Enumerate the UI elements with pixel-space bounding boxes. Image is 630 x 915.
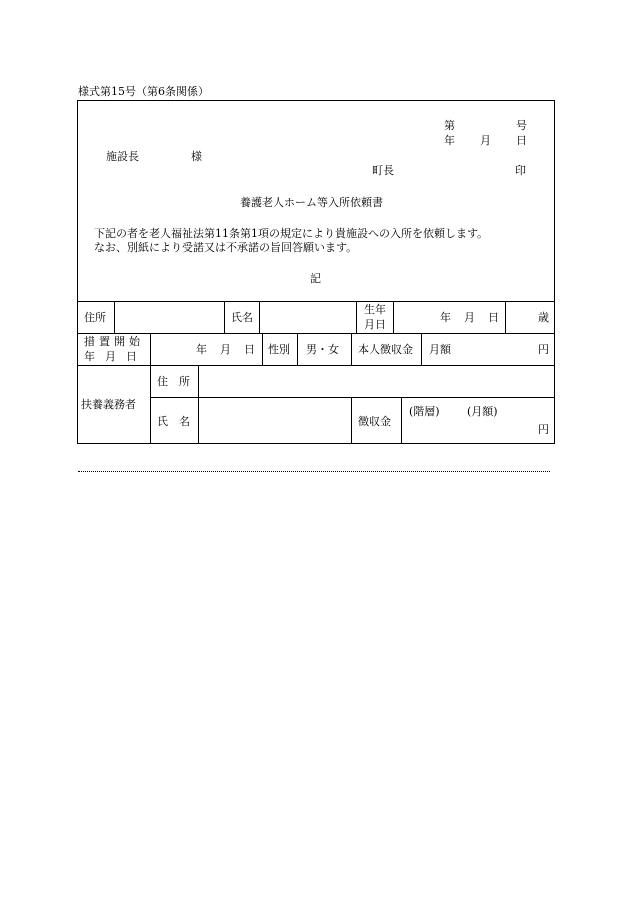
birth-month-unit: 月 [464, 311, 475, 324]
date-day-label: 日 [516, 134, 527, 147]
document-title: 養護老人ホーム等入所依頼書 [240, 196, 383, 209]
row2-divider-1 [150, 333, 151, 365]
gender-value: 男・女 [306, 343, 339, 356]
birth-year-unit: 年 [440, 311, 451, 324]
note-heading: 記 [310, 272, 321, 285]
monthly-label: 月額 [429, 343, 451, 356]
table-row-rule-3 [150, 397, 555, 398]
number-prefix: 第 [444, 119, 455, 132]
table-top-rule [77, 301, 555, 302]
start-label-line-2: 年月日 [84, 350, 147, 363]
start-day-unit: 日 [244, 343, 255, 356]
body-line-2: なお、別紙により受諾又は不承諾の旨回答願います。 [94, 241, 358, 254]
row1-divider-6 [505, 301, 506, 333]
start-year-unit: 年 [196, 343, 207, 356]
addressee-honorific: 様 [191, 150, 202, 163]
supporter-divider-1 [150, 365, 151, 444]
row2-divider-5 [421, 333, 422, 365]
row2-divider-3 [297, 333, 298, 365]
birth-label-line-1: 生年 [364, 303, 386, 316]
yen-unit: 円 [538, 343, 549, 356]
supporter-divider-3 [351, 397, 352, 444]
row1-divider-1 [114, 301, 115, 333]
table-row-rule-2 [77, 365, 555, 366]
supporter-label: 扶養義務者 [81, 398, 136, 411]
form-number: 様式第15号（第6条関係） [78, 85, 209, 98]
address-label: 住所 [84, 311, 106, 324]
date-month-label: 月 [480, 134, 491, 147]
body-line-1: 下記の者を老人福祉法第11条第1項の規定により貴施設への入所を依頼します。 [94, 227, 489, 240]
row2-divider-4 [351, 333, 352, 365]
start-month-unit: 月 [220, 343, 231, 356]
number-suffix: 号 [516, 119, 527, 132]
cut-line [78, 471, 550, 472]
date-year-label: 年 [444, 134, 455, 147]
seal-mark: 印 [515, 164, 526, 177]
name-label: 氏名 [231, 311, 253, 324]
row1-divider-5 [393, 301, 394, 333]
addressee: 施設長 [106, 150, 139, 163]
sender: 町長 [372, 164, 394, 177]
supporter-divider-4 [401, 397, 402, 444]
supporter-divider-2 [198, 365, 199, 444]
self-fee-label: 本人徴収金 [358, 343, 413, 356]
start-label-line-1: 措置開始 [84, 335, 144, 348]
supporter-yen-unit: 円 [538, 423, 549, 436]
birth-day-unit: 日 [488, 311, 499, 324]
row2-divider-2 [262, 333, 263, 365]
supporter-name-label: 氏 名 [157, 415, 190, 428]
gender-label: 性別 [268, 343, 290, 356]
row1-divider-2 [224, 301, 225, 333]
tier-label: (階層) [409, 405, 440, 418]
row1-divider-4 [356, 301, 357, 333]
age-unit: 歳 [538, 311, 549, 324]
supporter-address-label: 住 所 [157, 375, 190, 388]
fee-label: 徴収金 [358, 415, 391, 428]
row1-divider-3 [259, 301, 260, 333]
monthly-paren-label: (月額) [467, 405, 498, 418]
birth-label-line-2: 月日 [364, 318, 386, 331]
table-row-rule-1 [77, 333, 555, 334]
